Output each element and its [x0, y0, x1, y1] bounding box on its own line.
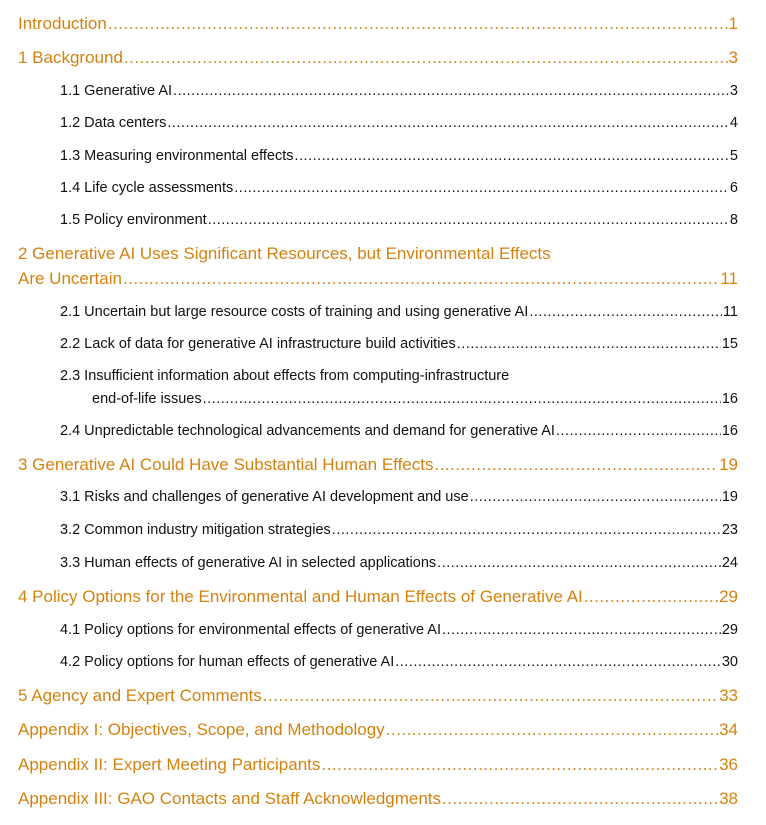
- toc-entry-title: Introduction: [18, 14, 107, 33]
- toc-entry-title: 2.4 Unpredictable technological advancements and demand for generative AI: [60, 423, 555, 439]
- toc-entry-title: 1.4 Life cycle assessments: [60, 180, 234, 196]
- toc-page-number: 36: [719, 755, 738, 774]
- dot-leader: [263, 685, 718, 707]
- dot-leader: [108, 13, 728, 35]
- toc-page-number: 24: [721, 555, 738, 571]
- dot-leader: [442, 620, 721, 640]
- toc-entry-title-line1: 2 Generative AI Uses Significant Resources, but Environmental Effects: [18, 244, 551, 263]
- toc-page-number: 19: [721, 489, 738, 505]
- dot-leader: [294, 146, 728, 166]
- toc-entry-title: 3 Generative AI Could Have Substantial Human Effects: [18, 455, 434, 474]
- dot-leader: [584, 586, 718, 608]
- toc-page-number: 5: [729, 148, 738, 164]
- dot-leader: [332, 520, 721, 540]
- toc-entry-title: 1.5 Policy environment: [60, 212, 207, 228]
- dot-leader: [556, 421, 721, 441]
- toc-entry-title: 3.3 Human effects of generative AI in selected applications: [60, 555, 437, 571]
- toc-entry-title: Appendix III: GAO Contacts and Staff Acknowledgments: [18, 789, 442, 808]
- toc-entry-title: 5 Agency and Expert Comments: [18, 686, 262, 705]
- dot-leader: [234, 178, 729, 198]
- toc-page-number: 4: [729, 115, 738, 131]
- toc-page-number: 38: [719, 789, 738, 808]
- toc-entry-title: end-of-life issues: [92, 391, 202, 407]
- toc-page-number: 23: [721, 522, 738, 538]
- toc-page-number: 29: [721, 622, 738, 638]
- dot-leader: [203, 389, 721, 409]
- toc-entry-title: 3.2 Common industry mitigation strategies: [60, 522, 331, 538]
- toc-entry-title: Appendix I: Objectives, Scope, and Methodology: [18, 720, 385, 739]
- toc-entry-title: 4.1 Policy options for environmental effects of generative AI: [60, 622, 441, 638]
- toc-entry-title: 1.3 Measuring environmental effects: [60, 148, 294, 164]
- toc-entry-title: 2.2 Lack of data for generative AI infrastructure build activities: [60, 336, 456, 352]
- dot-leader: [386, 719, 718, 741]
- toc-entry-title: 1.1 Generative AI: [60, 83, 173, 99]
- dot-leader: [442, 788, 718, 810]
- dot-leader: [457, 334, 721, 354]
- toc-page-number: 15: [721, 336, 738, 352]
- dot-leader: [123, 268, 719, 290]
- toc-page-number: 19: [719, 455, 738, 474]
- toc-entry-title: 4.2 Policy options for human effects of generative AI: [60, 654, 395, 670]
- toc-page-number: 30: [721, 654, 738, 670]
- toc-page-number: 33: [719, 686, 738, 705]
- toc-page-number: 8: [729, 212, 738, 228]
- dot-leader: [395, 652, 721, 672]
- dot-leader: [124, 47, 728, 69]
- dot-leader: [434, 454, 718, 476]
- dot-leader: [208, 210, 729, 230]
- toc-page-number: 3: [728, 48, 738, 67]
- dot-leader: [173, 81, 729, 101]
- toc-page-number: 1: [728, 14, 738, 33]
- toc-entry-title: 2.1 Uncertain but large resource costs of training and using generative AI: [60, 304, 529, 320]
- toc-page-number: 11: [722, 304, 738, 320]
- toc-page-number: 16: [721, 391, 738, 407]
- toc-entry-title: 1.2 Data centers: [60, 115, 167, 131]
- toc-page-number: 16: [721, 423, 738, 439]
- dot-leader: [167, 113, 729, 133]
- toc-entry-title: 1 Background: [18, 48, 123, 67]
- toc-entry-title: 3.1 Risks and challenges of generative AI development and use: [60, 489, 469, 505]
- toc-page-number: 6: [729, 180, 738, 196]
- toc-entry-title: 4 Policy Options for the Environmental and Human Effects of Generative AI: [18, 587, 583, 606]
- toc-page-number: 29: [719, 587, 738, 606]
- toc-page-number: 34: [719, 720, 738, 739]
- toc-entry-title: Are Uncertain: [18, 269, 122, 288]
- toc-entry-title: Appendix II: Expert Meeting Participants: [18, 755, 321, 774]
- dot-leader: [437, 553, 721, 573]
- toc-page-number: 3: [729, 83, 738, 99]
- dot-leader: [529, 302, 722, 322]
- toc-page-number: 11: [720, 269, 738, 288]
- toc-entry-title-line1: 2.3 Insufficient information about effects from computing-infrastructure: [60, 368, 510, 384]
- dot-leader: [321, 754, 718, 776]
- dot-leader: [470, 487, 721, 507]
